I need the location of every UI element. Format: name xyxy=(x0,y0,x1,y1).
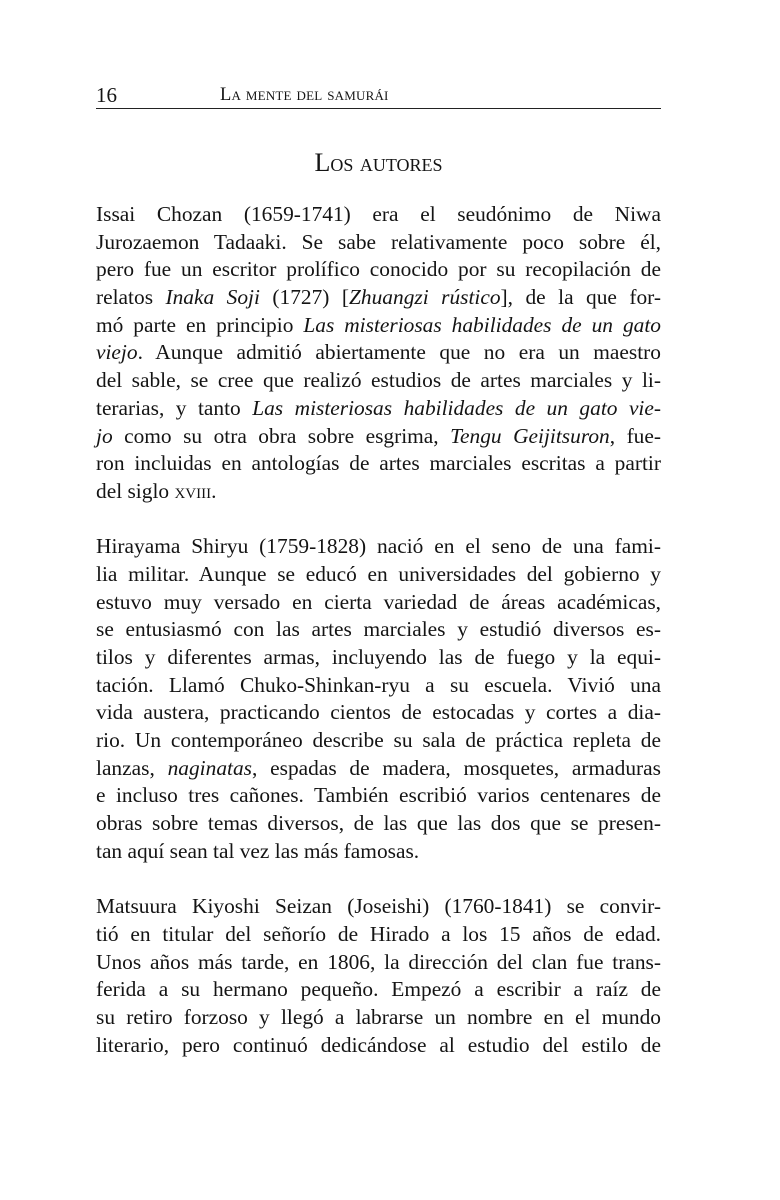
text-line: lia militar. Aunque se educó en universidades del gobierno y xyxy=(96,561,661,586)
italic-title: Inaka Soji xyxy=(165,285,260,310)
italic-title: Las misteriosas habilidades de un gato xyxy=(303,312,661,337)
paragraph xyxy=(96,533,661,865)
book-title: La mente del samurái xyxy=(220,85,389,105)
text-line: pero fue un escritor prolífico conocido por su recopilación de xyxy=(96,257,661,282)
text-line: literario, pero continuó dedicándose al estudio del estilo de xyxy=(96,1032,661,1057)
text-line: relatos Inaka Soji (1727) [Zhuangzi rústico], de la que for- xyxy=(96,285,662,310)
italic-title: naginatas xyxy=(167,755,252,780)
text-line: su retiro forzoso y llegó a labrarse un nombre en el mundo xyxy=(96,1004,661,1029)
roman-numeral: xviii xyxy=(174,478,212,503)
text-line: lanzas, naginatas, espadas de madera, mosquetes, armaduras xyxy=(96,755,662,780)
italic-title: Zhuangzi rústico xyxy=(349,285,501,310)
running-header xyxy=(96,82,661,109)
text-line: viejo. Aunque admitió abiertamente que no era un maestro xyxy=(96,340,661,365)
text-line: ferida a su hermano pequeño. Empezó a escribir a raíz de xyxy=(96,977,661,1002)
text-line: vida austera, practicando cientos de estocadas y cortes a dia- xyxy=(96,700,661,725)
italic-title: viejo xyxy=(96,340,138,365)
text-line: del siglo xviii. xyxy=(96,478,217,503)
text-line: ron incluidas en antologías de artes marciales escritas a partir xyxy=(96,451,661,476)
text-line: Hirayama Shiryu (1759-1828) nació en el seno de una fami- xyxy=(96,534,661,559)
text-line: obras sobre temas diversos, de las que las dos que se presen- xyxy=(96,811,661,836)
page-number: 16 xyxy=(96,83,117,107)
paragraph xyxy=(96,893,661,1059)
text-line: tación. Llamó Chuko-Shinkan-ryu a su escuela. Vivió una xyxy=(96,672,661,697)
text-line: jo como su otra obra sobre esgrima, Tengu Geijitsuron, fue- xyxy=(96,423,661,448)
text-line: del sable, se cree que realizó estudios de artes marciales y li- xyxy=(96,368,661,393)
text-line: Issai Chozan (1659-1741) era el seudónimo de Niwa xyxy=(96,202,661,226)
italic-title: Las misteriosas habilidades de un gato vie- xyxy=(252,395,661,420)
text-line: mó parte en principio Las misteriosas habilidades de un gato xyxy=(96,312,661,337)
text-line: tan aquí sean tal vez las más famosas. xyxy=(96,838,420,863)
paragraph xyxy=(96,201,661,506)
text-line: estuvo muy versado en cierta variedad de áreas académicas, xyxy=(96,589,661,614)
text-line: se entusiasmó con las artes marciales y estudió diversos es- xyxy=(96,617,661,642)
italic-title: jo xyxy=(96,423,113,448)
text-line: Unos años más tarde, en 1806, la dirección del clan fue trans- xyxy=(96,949,661,974)
text-line: tió en titular del señorío de Hirado a los 15 años de edad. xyxy=(96,921,661,946)
text-line: Matsuura Kiyoshi Seizan (Joseishi) (1760-1841) se convir- xyxy=(96,894,661,919)
text-line: terarias, y tanto Las misteriosas habilidades de un gato vie- xyxy=(96,395,661,420)
text-line: rio. Un contemporáneo describe su sala de práctica repleta de xyxy=(96,728,661,753)
text-line: Jurozaemon Tadaaki. Se sabe relativamente poco sobre él, xyxy=(96,229,661,254)
text-line: tilos y diferentes armas, incluyendo las de fuego y la equi- xyxy=(96,645,661,669)
body-text xyxy=(96,201,661,1087)
section-title: Los autores xyxy=(314,148,443,177)
text-line: e incluso tres cañones. También escribió varios centenares de xyxy=(96,783,661,808)
italic-title: Tengu Geijitsuron xyxy=(450,423,610,448)
